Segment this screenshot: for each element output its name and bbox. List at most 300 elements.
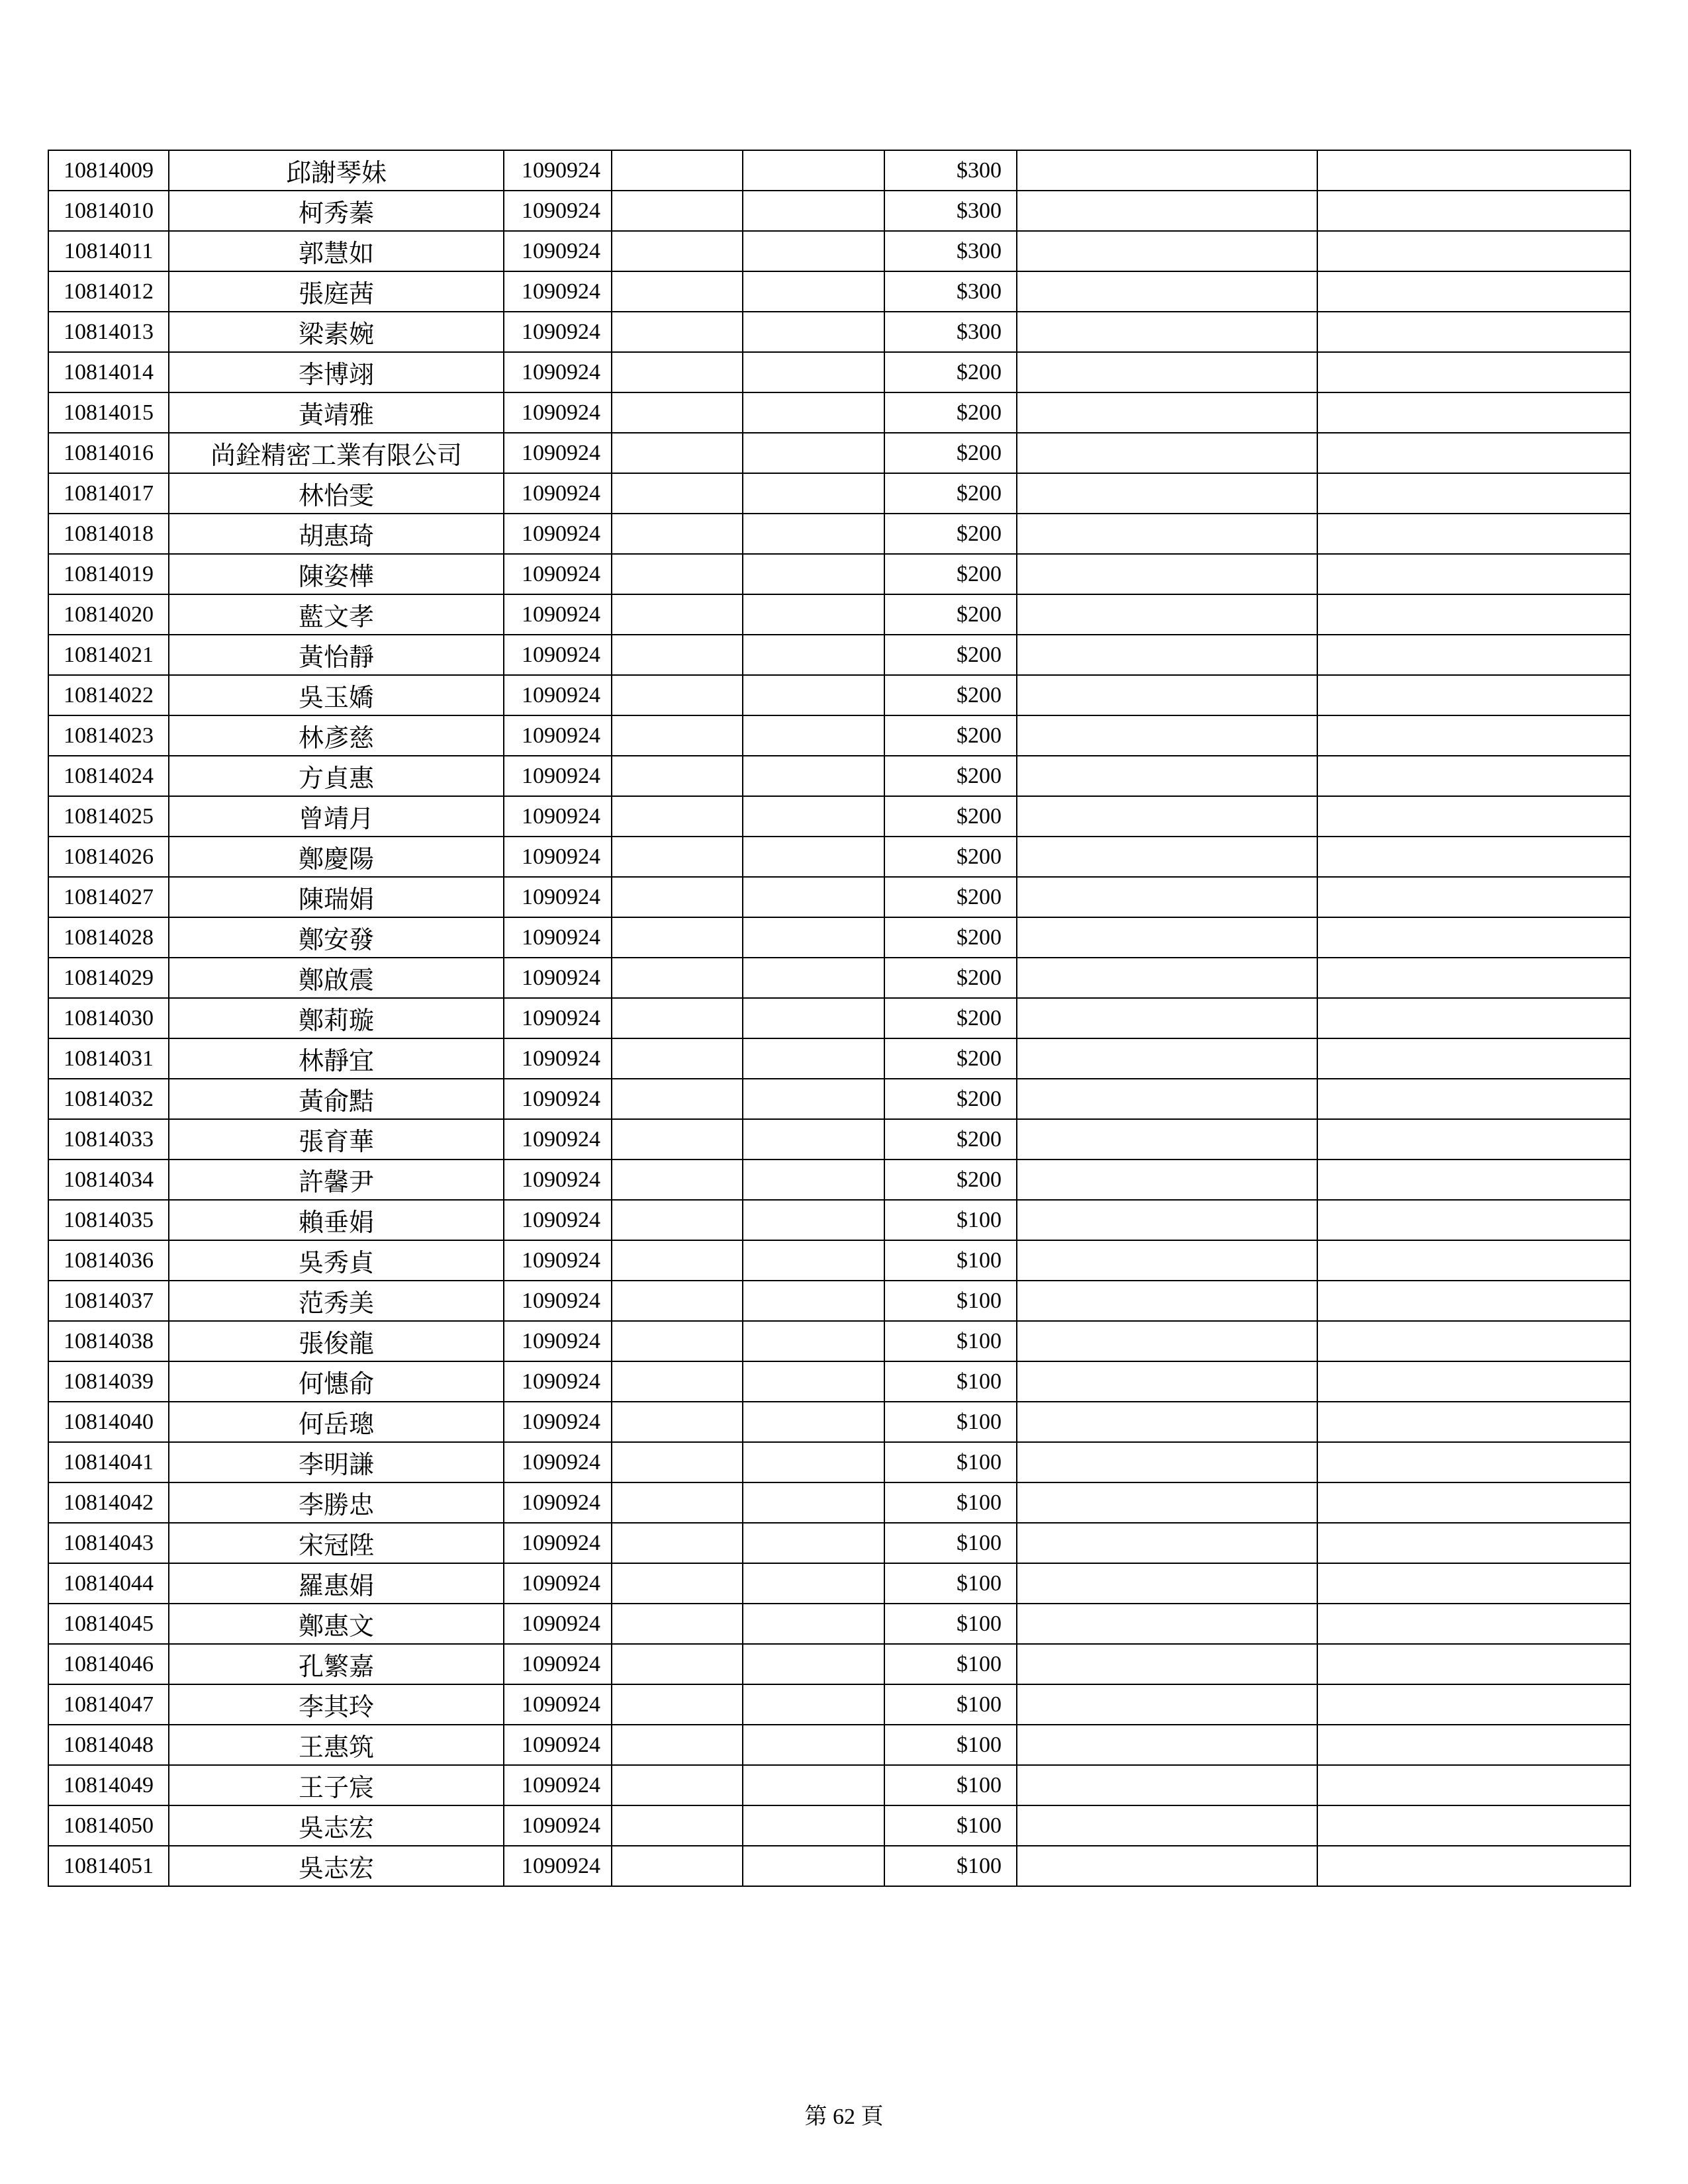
empty-cell bbox=[1317, 1079, 1630, 1119]
receipt-number-cell: 10814020 bbox=[48, 594, 169, 635]
receipt-number-cell: 10814026 bbox=[48, 837, 169, 877]
table-row bbox=[48, 715, 1630, 756]
amount-cell: $100 bbox=[884, 1321, 1017, 1361]
empty-cell bbox=[1317, 352, 1630, 392]
table-row bbox=[48, 796, 1630, 837]
table-row bbox=[48, 635, 1630, 675]
empty-cell bbox=[1017, 635, 1317, 675]
empty-cell bbox=[612, 1160, 743, 1200]
empty-cell bbox=[1017, 1563, 1317, 1604]
receipt-number-cell: 10814015 bbox=[48, 392, 169, 433]
donor-name-cell: 方貞惠 bbox=[169, 756, 504, 796]
amount-cell: $200 bbox=[884, 958, 1017, 998]
table-row bbox=[48, 1038, 1630, 1079]
donor-name-cell: 王惠筑 bbox=[169, 1725, 504, 1765]
date-cell: 1090924 bbox=[504, 1321, 612, 1361]
date-cell: 1090924 bbox=[504, 392, 612, 433]
date-cell: 1090924 bbox=[504, 352, 612, 392]
page-number: 第 62 頁 bbox=[804, 2105, 884, 2129]
empty-cell bbox=[1317, 312, 1630, 352]
empty-cell bbox=[612, 150, 743, 191]
amount-cell: $200 bbox=[884, 796, 1017, 837]
table-row bbox=[48, 514, 1630, 554]
empty-cell bbox=[612, 1321, 743, 1361]
amount-cell: $200 bbox=[884, 1160, 1017, 1200]
date-cell: 1090924 bbox=[504, 1725, 612, 1765]
empty-cell bbox=[1017, 1321, 1317, 1361]
receipt-number-cell: 10814036 bbox=[48, 1240, 169, 1281]
donor-name-cell: 曾靖月 bbox=[169, 796, 504, 837]
receipt-number-cell: 10814033 bbox=[48, 1119, 169, 1160]
empty-cell bbox=[743, 1079, 884, 1119]
date-cell: 1090924 bbox=[504, 1846, 612, 1886]
amount-cell: $100 bbox=[884, 1725, 1017, 1765]
empty-cell bbox=[1017, 473, 1317, 514]
empty-cell bbox=[612, 1644, 743, 1684]
donor-name-cell: 邱謝琴妹 bbox=[169, 150, 504, 191]
date-cell: 1090924 bbox=[504, 756, 612, 796]
receipt-number-cell: 10814050 bbox=[48, 1805, 169, 1846]
receipt-number-cell: 10814009 bbox=[48, 150, 169, 191]
empty-cell bbox=[1017, 1846, 1317, 1886]
empty-cell bbox=[743, 1604, 884, 1644]
amount-cell: $100 bbox=[884, 1281, 1017, 1321]
empty-cell bbox=[1017, 352, 1317, 392]
empty-cell bbox=[612, 1563, 743, 1604]
empty-cell bbox=[743, 554, 884, 594]
empty-cell bbox=[1317, 1442, 1630, 1482]
empty-cell bbox=[612, 1240, 743, 1281]
empty-cell bbox=[1017, 514, 1317, 554]
empty-cell bbox=[743, 392, 884, 433]
donor-name-cell: 宋冠陞 bbox=[169, 1523, 504, 1563]
donor-name-cell: 陳瑞娟 bbox=[169, 877, 504, 917]
empty-cell bbox=[743, 433, 884, 473]
donor-name-cell: 李博翊 bbox=[169, 352, 504, 392]
donor-name-cell: 林彥慈 bbox=[169, 715, 504, 756]
donor-name-cell: 尚銓精密工業有限公司 bbox=[169, 433, 504, 473]
amount-cell: $200 bbox=[884, 715, 1017, 756]
date-cell: 1090924 bbox=[504, 917, 612, 958]
empty-cell bbox=[1317, 1321, 1630, 1361]
empty-cell bbox=[743, 514, 884, 554]
donor-name-cell: 柯秀蓁 bbox=[169, 191, 504, 231]
empty-cell bbox=[612, 1523, 743, 1563]
empty-cell bbox=[1017, 433, 1317, 473]
empty-cell bbox=[1317, 1563, 1630, 1604]
empty-cell bbox=[743, 473, 884, 514]
empty-cell bbox=[612, 837, 743, 877]
receipt-number-cell: 10814017 bbox=[48, 473, 169, 514]
receipt-number-cell: 10814040 bbox=[48, 1402, 169, 1442]
table-row bbox=[48, 917, 1630, 958]
empty-cell bbox=[612, 635, 743, 675]
table-row bbox=[48, 1684, 1630, 1725]
empty-cell bbox=[1317, 998, 1630, 1038]
empty-cell bbox=[612, 1038, 743, 1079]
amount-cell: $100 bbox=[884, 1402, 1017, 1442]
receipt-number-cell: 10814045 bbox=[48, 1604, 169, 1644]
empty-cell bbox=[743, 1805, 884, 1846]
amount-cell: $200 bbox=[884, 514, 1017, 554]
empty-cell bbox=[743, 917, 884, 958]
empty-cell bbox=[1017, 756, 1317, 796]
empty-cell bbox=[743, 1402, 884, 1442]
empty-cell bbox=[743, 1442, 884, 1482]
donor-name-cell: 吳志宏 bbox=[169, 1846, 504, 1886]
empty-cell bbox=[743, 271, 884, 312]
empty-cell bbox=[1317, 271, 1630, 312]
date-cell: 1090924 bbox=[504, 1079, 612, 1119]
receipt-number-cell: 10814035 bbox=[48, 1200, 169, 1240]
empty-cell bbox=[1017, 191, 1317, 231]
empty-cell bbox=[1017, 715, 1317, 756]
empty-cell bbox=[1017, 1523, 1317, 1563]
empty-cell bbox=[1317, 1240, 1630, 1281]
table-row bbox=[48, 1119, 1630, 1160]
table-row bbox=[48, 1604, 1630, 1644]
date-cell: 1090924 bbox=[504, 554, 612, 594]
amount-cell: $200 bbox=[884, 837, 1017, 877]
receipt-number-cell: 10814019 bbox=[48, 554, 169, 594]
empty-cell bbox=[612, 1684, 743, 1725]
donor-name-cell: 吳志宏 bbox=[169, 1805, 504, 1846]
empty-cell bbox=[743, 1200, 884, 1240]
empty-cell bbox=[612, 433, 743, 473]
empty-cell bbox=[1317, 1402, 1630, 1442]
empty-cell bbox=[1317, 1361, 1630, 1402]
date-cell: 1090924 bbox=[504, 473, 612, 514]
donor-name-cell: 鄭啟震 bbox=[169, 958, 504, 998]
donor-name-cell: 何憓俞 bbox=[169, 1361, 504, 1402]
donor-name-cell: 吳秀貞 bbox=[169, 1240, 504, 1281]
empty-cell bbox=[743, 756, 884, 796]
amount-cell: $300 bbox=[884, 271, 1017, 312]
empty-cell bbox=[1017, 392, 1317, 433]
empty-cell bbox=[743, 796, 884, 837]
empty-cell bbox=[612, 1725, 743, 1765]
date-cell: 1090924 bbox=[504, 433, 612, 473]
empty-cell bbox=[743, 150, 884, 191]
empty-cell bbox=[1017, 1281, 1317, 1321]
table-row bbox=[48, 1482, 1630, 1523]
date-cell: 1090924 bbox=[504, 1442, 612, 1482]
empty-cell bbox=[1317, 594, 1630, 635]
empty-cell bbox=[1017, 271, 1317, 312]
empty-cell bbox=[612, 392, 743, 433]
amount-cell: $100 bbox=[884, 1805, 1017, 1846]
empty-cell bbox=[743, 352, 884, 392]
table-row bbox=[48, 150, 1630, 191]
empty-cell bbox=[612, 231, 743, 271]
empty-cell bbox=[1317, 675, 1630, 715]
empty-cell bbox=[743, 877, 884, 917]
table-row bbox=[48, 473, 1630, 514]
empty-cell bbox=[612, 312, 743, 352]
table-row bbox=[48, 1765, 1630, 1805]
receipt-number-cell: 10814016 bbox=[48, 433, 169, 473]
donor-name-cell: 胡惠琦 bbox=[169, 514, 504, 554]
donor-name-cell: 張育華 bbox=[169, 1119, 504, 1160]
donor-name-cell: 黃俞黠 bbox=[169, 1079, 504, 1119]
table-row bbox=[48, 1563, 1630, 1604]
date-cell: 1090924 bbox=[504, 958, 612, 998]
date-cell: 1090924 bbox=[504, 150, 612, 191]
receipt-number-cell: 10814041 bbox=[48, 1442, 169, 1482]
empty-cell bbox=[612, 1281, 743, 1321]
table-row bbox=[48, 271, 1630, 312]
table-row bbox=[48, 594, 1630, 635]
amount-cell: $200 bbox=[884, 554, 1017, 594]
empty-cell bbox=[1017, 1361, 1317, 1402]
empty-cell bbox=[612, 877, 743, 917]
date-cell: 1090924 bbox=[504, 1281, 612, 1321]
table-row bbox=[48, 1200, 1630, 1240]
empty-cell bbox=[743, 1038, 884, 1079]
receipt-number-cell: 10814046 bbox=[48, 1644, 169, 1684]
empty-cell bbox=[612, 917, 743, 958]
amount-cell: $200 bbox=[884, 877, 1017, 917]
amount-cell: $200 bbox=[884, 635, 1017, 675]
amount-cell: $100 bbox=[884, 1361, 1017, 1402]
table-row bbox=[48, 1725, 1630, 1765]
table-row bbox=[48, 756, 1630, 796]
amount-cell: $100 bbox=[884, 1563, 1017, 1604]
empty-cell bbox=[1317, 796, 1630, 837]
empty-cell bbox=[1017, 998, 1317, 1038]
empty-cell bbox=[1317, 514, 1630, 554]
table-row bbox=[48, 1805, 1630, 1846]
empty-cell bbox=[743, 1563, 884, 1604]
amount-cell: $100 bbox=[884, 1765, 1017, 1805]
amount-cell: $100 bbox=[884, 1684, 1017, 1725]
ledger-body bbox=[48, 150, 1630, 1886]
date-cell: 1090924 bbox=[504, 635, 612, 675]
donor-name-cell: 梁素婉 bbox=[169, 312, 504, 352]
receipt-number-cell: 10814028 bbox=[48, 917, 169, 958]
table-row bbox=[48, 1846, 1630, 1886]
table-row bbox=[48, 1240, 1630, 1281]
empty-cell bbox=[612, 1442, 743, 1482]
donor-name-cell: 范秀美 bbox=[169, 1281, 504, 1321]
table-row bbox=[48, 392, 1630, 433]
table-row bbox=[48, 1281, 1630, 1321]
empty-cell bbox=[1317, 1725, 1630, 1765]
date-cell: 1090924 bbox=[504, 1361, 612, 1402]
amount-cell: $200 bbox=[884, 392, 1017, 433]
receipt-number-cell: 10814051 bbox=[48, 1846, 169, 1886]
empty-cell bbox=[612, 473, 743, 514]
date-cell: 1090924 bbox=[504, 1119, 612, 1160]
empty-cell bbox=[1317, 1160, 1630, 1200]
date-cell: 1090924 bbox=[504, 877, 612, 917]
empty-cell bbox=[1017, 1604, 1317, 1644]
empty-cell bbox=[1317, 150, 1630, 191]
amount-cell: $300 bbox=[884, 191, 1017, 231]
date-cell: 1090924 bbox=[504, 675, 612, 715]
table-row bbox=[48, 998, 1630, 1038]
receipt-number-cell: 10814023 bbox=[48, 715, 169, 756]
empty-cell bbox=[1017, 1079, 1317, 1119]
donor-name-cell: 張庭茜 bbox=[169, 271, 504, 312]
receipt-number-cell: 10814011 bbox=[48, 231, 169, 271]
empty-cell bbox=[1317, 231, 1630, 271]
amount-cell: $300 bbox=[884, 150, 1017, 191]
empty-cell bbox=[743, 635, 884, 675]
empty-cell bbox=[743, 1765, 884, 1805]
amount-cell: $200 bbox=[884, 1119, 1017, 1160]
receipt-number-cell: 10814010 bbox=[48, 191, 169, 231]
date-cell: 1090924 bbox=[504, 1038, 612, 1079]
receipt-number-cell: 10814030 bbox=[48, 998, 169, 1038]
empty-cell bbox=[612, 1482, 743, 1523]
receipt-number-cell: 10814039 bbox=[48, 1361, 169, 1402]
empty-cell bbox=[743, 312, 884, 352]
donor-name-cell: 鄭安發 bbox=[169, 917, 504, 958]
empty-cell bbox=[1017, 1684, 1317, 1725]
amount-cell: $200 bbox=[884, 1038, 1017, 1079]
empty-cell bbox=[612, 191, 743, 231]
empty-cell bbox=[1317, 1604, 1630, 1644]
date-cell: 1090924 bbox=[504, 1684, 612, 1725]
empty-cell bbox=[743, 715, 884, 756]
empty-cell bbox=[612, 675, 743, 715]
donor-name-cell: 羅惠娟 bbox=[169, 1563, 504, 1604]
donor-name-cell: 李勝忠 bbox=[169, 1482, 504, 1523]
empty-cell bbox=[1317, 1644, 1630, 1684]
receipt-number-cell: 10814044 bbox=[48, 1563, 169, 1604]
donor-name-cell: 張俊龍 bbox=[169, 1321, 504, 1361]
empty-cell bbox=[1317, 756, 1630, 796]
receipt-number-cell: 10814014 bbox=[48, 352, 169, 392]
table-row bbox=[48, 312, 1630, 352]
receipt-number-cell: 10814024 bbox=[48, 756, 169, 796]
empty-cell bbox=[743, 1482, 884, 1523]
amount-cell: $200 bbox=[884, 473, 1017, 514]
empty-cell bbox=[612, 1200, 743, 1240]
empty-cell bbox=[612, 796, 743, 837]
empty-cell bbox=[1317, 1684, 1630, 1725]
date-cell: 1090924 bbox=[504, 1604, 612, 1644]
receipt-number-cell: 10814038 bbox=[48, 1321, 169, 1361]
table-row bbox=[48, 1402, 1630, 1442]
empty-cell bbox=[743, 958, 884, 998]
empty-cell bbox=[1317, 1200, 1630, 1240]
donor-name-cell: 藍文孝 bbox=[169, 594, 504, 635]
receipt-number-cell: 10814021 bbox=[48, 635, 169, 675]
receipt-number-cell: 10814018 bbox=[48, 514, 169, 554]
amount-cell: $100 bbox=[884, 1482, 1017, 1523]
empty-cell bbox=[612, 756, 743, 796]
table-row bbox=[48, 1321, 1630, 1361]
donor-name-cell: 王子宸 bbox=[169, 1765, 504, 1805]
amount-cell: $200 bbox=[884, 675, 1017, 715]
empty-cell bbox=[1017, 1644, 1317, 1684]
table-row bbox=[48, 1523, 1630, 1563]
date-cell: 1090924 bbox=[504, 312, 612, 352]
empty-cell bbox=[743, 1160, 884, 1200]
receipt-number-cell: 10814029 bbox=[48, 958, 169, 998]
receipt-number-cell: 10814034 bbox=[48, 1160, 169, 1200]
table-row bbox=[48, 191, 1630, 231]
table-row bbox=[48, 231, 1630, 271]
empty-cell bbox=[612, 352, 743, 392]
donor-name-cell: 郭慧如 bbox=[169, 231, 504, 271]
empty-cell bbox=[1017, 1765, 1317, 1805]
date-cell: 1090924 bbox=[504, 1563, 612, 1604]
receipt-number-cell: 10814042 bbox=[48, 1482, 169, 1523]
empty-cell bbox=[1317, 1523, 1630, 1563]
amount-cell: $100 bbox=[884, 1200, 1017, 1240]
empty-cell bbox=[743, 1281, 884, 1321]
empty-cell bbox=[1317, 1805, 1630, 1846]
donor-name-cell: 鄭莉璇 bbox=[169, 998, 504, 1038]
empty-cell bbox=[1317, 917, 1630, 958]
empty-cell bbox=[1317, 1765, 1630, 1805]
donor-name-cell: 黃靖雅 bbox=[169, 392, 504, 433]
donor-name-cell: 許馨尹 bbox=[169, 1160, 504, 1200]
empty-cell bbox=[612, 1079, 743, 1119]
amount-cell: $200 bbox=[884, 998, 1017, 1038]
empty-cell bbox=[743, 191, 884, 231]
empty-cell bbox=[743, 837, 884, 877]
empty-cell bbox=[1317, 1119, 1630, 1160]
empty-cell bbox=[743, 1240, 884, 1281]
receipt-number-cell: 10814031 bbox=[48, 1038, 169, 1079]
empty-cell bbox=[612, 514, 743, 554]
date-cell: 1090924 bbox=[504, 1523, 612, 1563]
amount-cell: $100 bbox=[884, 1442, 1017, 1482]
amount-cell: $100 bbox=[884, 1523, 1017, 1563]
empty-cell bbox=[743, 1321, 884, 1361]
empty-cell bbox=[1317, 1482, 1630, 1523]
amount-cell: $200 bbox=[884, 352, 1017, 392]
empty-cell bbox=[612, 998, 743, 1038]
empty-cell bbox=[612, 1361, 743, 1402]
table-row bbox=[48, 433, 1630, 473]
date-cell: 1090924 bbox=[504, 594, 612, 635]
date-cell: 1090924 bbox=[504, 1765, 612, 1805]
date-cell: 1090924 bbox=[504, 1160, 612, 1200]
date-cell: 1090924 bbox=[504, 1644, 612, 1684]
empty-cell bbox=[1317, 635, 1630, 675]
receipt-number-cell: 10814025 bbox=[48, 796, 169, 837]
empty-cell bbox=[1317, 1281, 1630, 1321]
empty-cell bbox=[1017, 1200, 1317, 1240]
empty-cell bbox=[1017, 1442, 1317, 1482]
date-cell: 1090924 bbox=[504, 1805, 612, 1846]
date-cell: 1090924 bbox=[504, 1402, 612, 1442]
donor-name-cell: 鄭惠文 bbox=[169, 1604, 504, 1644]
empty-cell bbox=[1317, 473, 1630, 514]
amount-cell: $200 bbox=[884, 433, 1017, 473]
date-cell: 1090924 bbox=[504, 1240, 612, 1281]
date-cell: 1090924 bbox=[504, 998, 612, 1038]
empty-cell bbox=[743, 1644, 884, 1684]
table-row bbox=[48, 675, 1630, 715]
empty-cell bbox=[743, 1361, 884, 1402]
date-cell: 1090924 bbox=[504, 514, 612, 554]
empty-cell bbox=[1317, 392, 1630, 433]
empty-cell bbox=[1017, 1038, 1317, 1079]
receipt-number-cell: 10814032 bbox=[48, 1079, 169, 1119]
amount-cell: $100 bbox=[884, 1604, 1017, 1644]
empty-cell bbox=[612, 554, 743, 594]
empty-cell bbox=[743, 1684, 884, 1725]
empty-cell bbox=[612, 1119, 743, 1160]
date-cell: 1090924 bbox=[504, 1482, 612, 1523]
empty-cell bbox=[743, 998, 884, 1038]
